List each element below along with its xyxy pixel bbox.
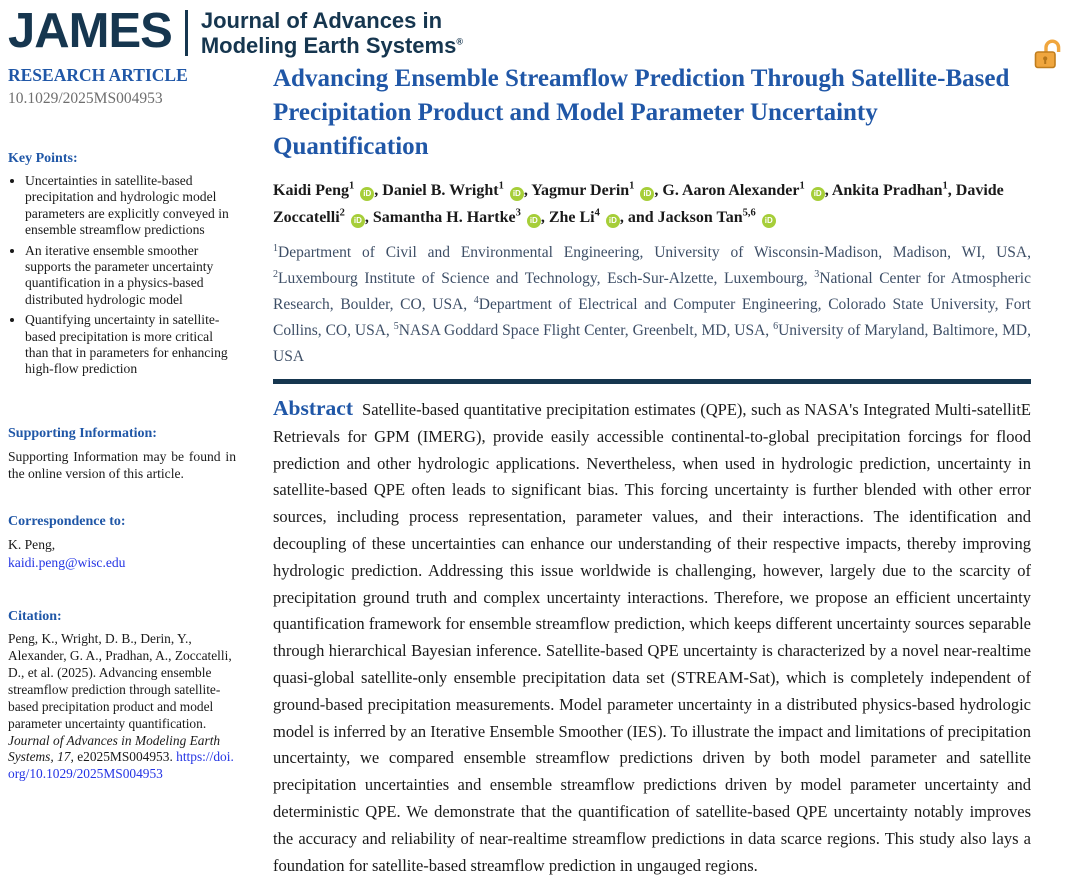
orcid-icon[interactable]: iD — [527, 214, 541, 228]
journal-name-line2: Modeling Earth Systems — [200, 33, 457, 58]
supporting-information-section — [8, 425, 236, 483]
abstract-heading: Abstract — [273, 396, 354, 420]
journal-logo-acronym: JAMES — [8, 4, 172, 58]
orcid-icon[interactable]: iD — [351, 214, 365, 228]
author: Yagmur Derin$^1$ iD — [531, 182, 654, 199]
article-main-column — [273, 62, 1031, 879]
abstract-paragraph — [273, 395, 1031, 879]
article-title: Advancing Ensemble Streamflow Prediction Through Satellite-Based Precipitation Product and Model Parameter Uncertainty Quantification — [273, 65, 1010, 160]
author: and Jackson Tan$^{5,6}$ iD — [628, 209, 776, 226]
logo-divider — [185, 10, 188, 56]
affiliation-list: $^1$Department of Civil and Environmental Engineering, University of Wisconsin-Madison, Madison, WI, USA, $^2$Luxembourg Institute of Science and Technology, Esch-Sur-Alzette, Luxembourg, $^3$National Center for Atmospheric Research, Boulder, CO, USA, $^4$Department of Electrical and Computer Engineering, Colorado State University, Fort Collins, CO, USA, $^5$NASA Goddard Space Flight Center, Greenbelt, MD, USA, $^6$University of Maryland, Baltimore, MD, USA — [273, 242, 1031, 365]
correspondence-heading: Correspondence to: — [8, 514, 126, 530]
correspondence-email-link[interactable]: kaidi.peng@wisc.edu — [8, 554, 126, 570]
key-point-item: • Quantifying uncertainty in satellite-based precipitation is more critical than that in parameters for enhancing high-flow prediction — [25, 312, 236, 378]
author: Ankita Pradhan$^1$ — [831, 180, 948, 199]
article-sidebar — [8, 64, 236, 783]
author: G. Aaron Alexander$^1$ iD — [662, 182, 824, 199]
orcid-icon[interactable]: iD — [811, 187, 825, 201]
author: Daniel B. Wright$^1$ iD — [382, 182, 524, 199]
orcid-icon[interactable]: iD — [606, 214, 620, 228]
affiliation-sup: 4 — [473, 294, 479, 306]
author-list: Kaidi Peng$^1$ iD , Daniel B. Wright$^1$ iD , Yagmur Derin$^1$ iD , G. Aaron Alexander$^1$ iD , Ankita Pradhan$^1$, Davide Zoccatelli$^2$ iD , Samantha H. Hartke$^3$ iD , Zhe Li$^4$ iD , and Jackson Tan$^{5,6}$ iD — [273, 180, 1004, 226]
journal-header — [8, 4, 463, 58]
key-point-item: • An iterative ensemble smoother supports the parameter uncertainty quantification in a physics-based distributed hydrologic model — [25, 243, 236, 309]
section-divider-rule — [273, 379, 1031, 384]
author: Samantha H. Hartke$^3$ iD — [373, 209, 541, 226]
journal-name — [201, 4, 463, 58]
key-points-section — [8, 150, 236, 378]
abstract-text: Satellite-based quantitative precipitation estimates (QPE), such as NASA's Integrated Multi-satellitE Retrievals for GPM (IMERG), provide easily accessible continental-to-global precipitation forcings for flood prediction and other hydrologic applications. Nevertheless, when used in hydrologic prediction, uncertainty in satellite-based QPE often leads to significant bias. This forcing uncertainty is further blended with other error sources, including process representation, parameter values, and their interactions. The identification and decoupling of these uncertainties can enhance our understanding of their respective impacts, thereby improving hydrologic prediction. Addressing this issue worldwide is challenging, however, largely due to the scarcity of precipitation ground truth and complex uncertainty interactions. Therefore, we propose an efficient uncertainty quantification framework for ensemble streamflow prediction, which keeps different uncertainty sources separable through hierarchical Bayesian inference. Satellite-based QPE uncertainty is characterized by a novel near-realtime quasi-global satellite-only ensemble precipitation data set (STREAM-Sat), which is completely independent of ground-based precipitation measurements. Model parameter uncertainty in a distributed physics-based hydrologic model is inferred by an Iterative Ensemble Smoother (IES). To illustrate the impact and limitations of precipitation uncertainty, we compared ensemble streamflow predictions driven by both model parameter and satellite precipitation uncertainties and ensemble streamflow predictions driven by model parameter uncertainty and deterministic QPE. We demonstrate that the quantification of satellite-based QPE uncertainty notably improves the accuracy and reliability of near-realtime streamflow predictions in data scarce regions. This study also lays a foundation for satellite-based streamflow prediction in ungauged regions. — [273, 400, 1031, 875]
affiliation-sup: 5 — [393, 320, 399, 332]
orcid-icon[interactable]: iD — [640, 187, 654, 201]
open-access-lock-icon — [1032, 38, 1066, 72]
citation-doi-link[interactable]: https://doi.org/10.1029/2025MS004953 — [8, 749, 234, 782]
affiliation-sup: 1 — [273, 242, 278, 254]
journal-name-line1: Journal of Advances in — [200, 8, 443, 33]
supporting-information-text: Supporting Information may be found in the online version of this article. — [8, 448, 236, 482]
citation-text — [8, 631, 236, 783]
key-points-list — [8, 173, 236, 378]
supporting-information-heading: Supporting Information: — [8, 425, 157, 441]
correspondence-name: K. Peng, — [8, 537, 56, 553]
orcid-icon[interactable]: iD — [510, 187, 524, 201]
registered-mark: ® — [456, 36, 463, 47]
author: Zhe Li$^4$ iD — [549, 209, 620, 226]
author: Kaidi Peng$^1$ iD — [273, 182, 374, 199]
citation-journal-name: Journal of Advances in Modeling Earth Systems, 17, — [8, 732, 221, 765]
affiliation-sup: 6 — [773, 320, 779, 332]
citation-heading: Citation: — [8, 609, 62, 625]
citation-text-before: Peng, K., Wright, D. B., Derin, Y., Alexander, G. A., Pradhan, A., Zoccatelli, D., et al. (2025). Advancing ensemble streamflow prediction through satellite-based precipitation product and model parameter uncertainty quantification. — [8, 631, 232, 731]
correspondence-section — [8, 513, 236, 571]
author: Davide Zoccatelli$^2$ iD — [273, 182, 1004, 226]
key-point-item: • Uncertainties in satellite-based precipitation and hydrologic model parameters are explicitly conveyed in ensemble streamflow predictions — [25, 173, 236, 239]
orcid-icon[interactable]: iD — [360, 187, 374, 201]
orcid-icon[interactable]: iD — [762, 214, 776, 228]
affiliation-sup: 2 — [273, 268, 278, 280]
citation-section — [8, 608, 236, 783]
article-doi: 10.1029/2025MS004953 — [8, 90, 163, 107]
affiliation-sup: 3 — [814, 268, 820, 280]
article-type-label: RESEARCH ARTICLE — [8, 65, 188, 85]
citation-text-after: e2025MS004953. — [73, 749, 177, 765]
key-points-heading: Key Points: — [8, 151, 78, 166]
